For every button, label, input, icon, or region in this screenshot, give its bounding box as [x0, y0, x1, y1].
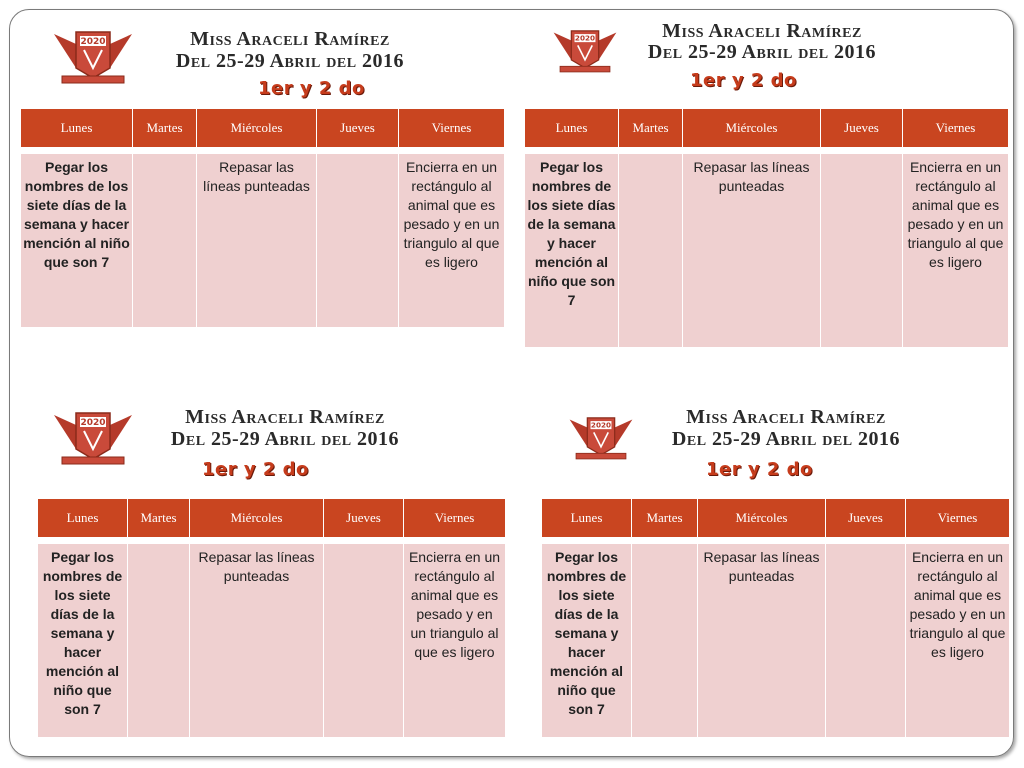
activity-jueves: [317, 154, 399, 328]
school-logo-icon: [52, 28, 134, 86]
table-header-row: [21, 109, 505, 148]
page-frame: [9, 9, 1014, 757]
day-header-martes: Martes: [632, 499, 698, 538]
activity-lunes: Pegar los nombres de los siete días de la semana y hacer mención al niño que son 7: [542, 544, 632, 738]
day-header-lunes: Lunes: [38, 499, 128, 538]
weekly-schedule-table: [37, 498, 506, 738]
day-header-miercoles: Miércoles: [698, 499, 826, 538]
day-header-martes: Martes: [128, 499, 190, 538]
week-dates: Del 25-29 Abril del 2016: [175, 50, 405, 72]
weekly-schedule-table: [524, 108, 1009, 348]
day-header-viernes: Viernes: [906, 499, 1010, 538]
school-logo-icon: [52, 406, 134, 470]
day-header-martes: Martes: [133, 109, 197, 148]
day-header-viernes: Viernes: [399, 109, 505, 148]
activity-viernes: Encierra en un rectángulo al animal que es pesado y en un triangulo al que es ligero: [399, 154, 505, 328]
day-header-lunes: Lunes: [525, 109, 619, 148]
day-header-viernes: Viernes: [903, 109, 1009, 148]
activity-lunes: Pegar los nombres de los siete días de la semana y hacer mención al niño que son 7: [21, 154, 133, 328]
school-logo-icon: [568, 406, 634, 470]
day-header-miercoles: Miércoles: [197, 109, 317, 148]
activity-martes: [133, 154, 197, 328]
day-header-jueves: Jueves: [317, 109, 399, 148]
table-header-row: [525, 109, 1009, 148]
table-header-row: [38, 499, 506, 538]
activity-miercoles: Repasar las líneas punteadas: [698, 544, 826, 738]
weekly-schedule-table: [541, 498, 1010, 738]
week-dates: Del 25-29 Abril del 2016: [671, 428, 901, 450]
logo-text: 2020: [590, 420, 612, 430]
activity-jueves: [324, 544, 404, 738]
logo-text: 2020: [80, 418, 106, 428]
logo-text: 2020: [80, 37, 106, 47]
activity-viernes: Encierra en un rectángulo al animal que es pesado y en un triangulo al que es ligero: [903, 154, 1009, 348]
activity-lunes: Pegar los nombres de los siete días de la semana y hacer mención al niño que son 7: [38, 544, 128, 738]
day-header-jueves: Jueves: [821, 109, 903, 148]
activity-lunes: Pegar los nombres de los siete días de la semana y hacer mención al niño que son 7: [525, 154, 619, 348]
weekly-schedule-table: [20, 108, 505, 328]
day-header-miercoles: Miércoles: [683, 109, 821, 148]
table-row: [21, 154, 505, 328]
table-row: [38, 544, 506, 738]
grade-label: 1er y 2 do: [202, 459, 309, 480]
activity-miercoles: Repasar las líneas punteadas: [190, 544, 324, 738]
day-header-martes: Martes: [619, 109, 683, 148]
school-logo-icon: [552, 26, 618, 76]
week-dates: Del 25-29 Abril del 2016: [170, 428, 400, 450]
day-header-jueves: Jueves: [826, 499, 906, 538]
grade-label: 1er y 2 do: [690, 70, 797, 91]
day-header-viernes: Viernes: [404, 499, 506, 538]
activity-miercoles: Repasar las líneas punteadas: [197, 154, 317, 328]
activity-viernes: Encierra en un rectángulo al animal que es pesado y en un triangulo al que es ligero: [906, 544, 1010, 738]
activity-miercoles: Repasar las líneas punteadas: [683, 154, 821, 348]
table-header-row: [542, 499, 1010, 538]
day-header-jueves: Jueves: [324, 499, 404, 538]
grade-label: 1er y 2 do: [706, 459, 813, 480]
day-header-lunes: Lunes: [21, 109, 133, 148]
teacher-name: Miss Araceli Ramírez: [185, 406, 385, 428]
activity-martes: [632, 544, 698, 738]
activity-jueves: [826, 544, 906, 738]
teacher-name: Miss Araceli Ramírez: [686, 406, 886, 428]
grade-label: 1er y 2 do: [258, 78, 365, 99]
teacher-name: Miss Araceli Ramírez: [190, 28, 390, 50]
activity-jueves: [821, 154, 903, 348]
teacher-name: Miss Araceli Ramírez: [662, 20, 862, 42]
day-header-miercoles: Miércoles: [190, 499, 324, 538]
activity-viernes: Encierra en un rectángulo al animal que es pesado y en un triangulo al que es ligero: [404, 544, 506, 738]
day-header-lunes: Lunes: [542, 499, 632, 538]
table-row: [525, 154, 1009, 348]
table-row: [542, 544, 1010, 738]
week-dates: Del 25-29 Abril del 2016: [647, 41, 877, 63]
logo-text: 2020: [574, 33, 596, 43]
activity-martes: [619, 154, 683, 348]
activity-martes: [128, 544, 190, 738]
